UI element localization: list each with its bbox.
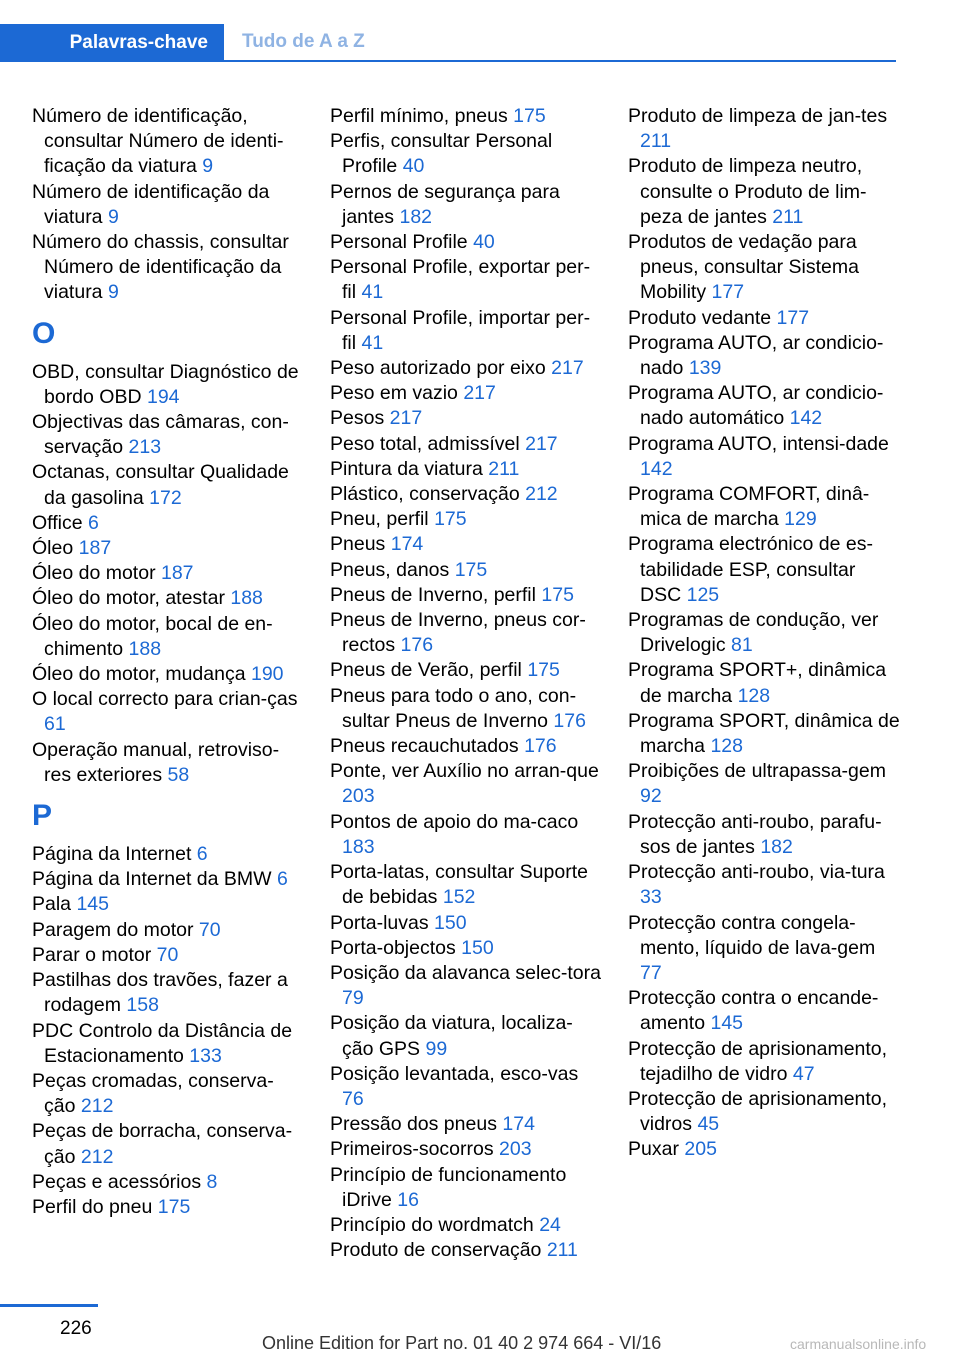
- index-entry: [32, 360, 304, 410]
- index-entry-term: Pneus: [330, 533, 386, 556]
- index-entry-term: Proibições de ultrapassa-gem: [628, 760, 886, 783]
- index-entry-page-link[interactable]: 142: [640, 457, 673, 480]
- index-entry-term: Pneus, danos: [330, 558, 450, 581]
- tab-palavras-chave-label: Palavras-chave: [69, 32, 208, 53]
- index-entry-term: Produto de conservação: [330, 1239, 542, 1262]
- index-entry: [330, 1062, 602, 1112]
- index-entry-page-link[interactable]: 24: [539, 1213, 561, 1236]
- index-entry-page-link[interactable]: 145: [76, 893, 109, 916]
- index-entry-page-link[interactable]: 9: [202, 155, 214, 178]
- index-entry-page-link[interactable]: 81: [731, 634, 753, 657]
- header-divider: [0, 60, 896, 62]
- index-entry-page-link[interactable]: 187: [78, 537, 112, 560]
- index-entry-page-link[interactable]: 217: [463, 382, 496, 405]
- index-entry-term: OBD, consultar Diagnóstico de bordo OBD: [32, 360, 299, 408]
- index-entry: [330, 180, 602, 230]
- index-entry: [32, 1195, 304, 1220]
- index-entry-page-link[interactable]: 125: [686, 583, 720, 606]
- index-entry-term: Programa AUTO, ar condicio-nado automático: [628, 382, 884, 430]
- index-entry-page-link[interactable]: 33: [640, 886, 662, 909]
- index-entry-term: Porta-latas, consultar Suporte de bebidas: [330, 861, 588, 909]
- index-entry: [330, 482, 602, 507]
- index-entry-page-link[interactable]: 175: [513, 105, 546, 127]
- index-entry: [628, 1137, 900, 1162]
- index-entry-page-link[interactable]: 211: [546, 1239, 578, 1262]
- index-entry-term: Protecção anti-roubo, via-tura: [628, 861, 885, 884]
- index-entry-page-link[interactable]: 9: [107, 281, 119, 304]
- index-entry-term: Primeiros-socorros: [330, 1138, 494, 1161]
- index-entry: [628, 154, 900, 230]
- index-entry: [330, 255, 602, 305]
- index-entry: [32, 460, 304, 510]
- index-entry-page-link[interactable]: 175: [541, 583, 574, 606]
- index-entry: [32, 1119, 304, 1169]
- index-entry-page-link[interactable]: 150: [434, 911, 467, 934]
- index-entry-term: Peso em vazio: [330, 382, 458, 405]
- index-entry: [628, 608, 900, 658]
- index-entry-term: Pastilhas dos travões, fazer a rodagem: [32, 969, 288, 1017]
- index-entry-page-link[interactable]: 211: [488, 457, 520, 480]
- index-entry-term: Posição da alavanca selec-tora: [330, 961, 601, 984]
- index-entry-term: Perfis, consultar Personal Profile: [330, 130, 553, 178]
- index-entry: [330, 356, 602, 381]
- index-entry-page-link[interactable]: 182: [760, 835, 793, 858]
- index-entry: [330, 583, 602, 608]
- tab-tudo-de-a-a-z-label: Tudo de A a Z: [242, 31, 365, 52]
- index-entry-page-link[interactable]: 175: [157, 1195, 191, 1218]
- index-entry: [330, 104, 602, 129]
- index-entry-term: Personal Profile: [330, 231, 468, 254]
- index-entry: [628, 759, 900, 809]
- index-entry-page-link[interactable]: 128: [737, 684, 771, 707]
- index-entry: [330, 457, 602, 482]
- index-entry: [32, 180, 304, 230]
- index-entry-term: Peças cromadas, conserva-ção: [32, 1069, 274, 1118]
- index-entry: [330, 759, 602, 809]
- index-entry: [32, 612, 304, 662]
- index-entry-term: Pneus de Verão, perfil: [330, 659, 522, 682]
- index-entry: [628, 1087, 900, 1137]
- index-entry-term: Óleo do motor, atestar: [32, 587, 225, 610]
- index-entry-term: Programa COMFORT, dinâ-mica de marcha: [628, 483, 870, 531]
- index-entry: [628, 230, 900, 306]
- index-entry: [32, 687, 304, 737]
- index-entry-page-link[interactable]: 129: [784, 508, 817, 531]
- index-entry-term: Perfil do pneu: [32, 1195, 153, 1218]
- page-number: 226: [60, 1318, 92, 1339]
- index-entry: [330, 406, 602, 431]
- index-entry-page-link[interactable]: 190: [250, 663, 284, 686]
- index-entry-term: Pontos de apoio do ma-caco: [330, 810, 579, 833]
- index-entry-term: Produtos de vedação para pneus, consultar Sistema Mobility: [628, 231, 859, 304]
- index-entry-page-link[interactable]: 176: [553, 709, 586, 732]
- index-entry-term: Programa AUTO, intensi-dade: [628, 432, 889, 455]
- index-entry-page-link[interactable]: 175: [454, 558, 488, 581]
- index-entry-page-link[interactable]: 76: [342, 1087, 364, 1110]
- index-entry: [628, 709, 900, 759]
- index-entry: [32, 867, 304, 892]
- index-entry: [330, 608, 602, 658]
- index-entry: [330, 432, 602, 457]
- index-entry-term: Produto de limpeza neutro, consulte o Produto de lim-peza de jantes: [628, 155, 867, 228]
- section-letter: P: [32, 799, 53, 833]
- index-entry-term: Protecção de aprisionamento, tejadilho de vidro: [628, 1037, 888, 1085]
- index-entry: [330, 961, 602, 1011]
- index-entry-term: Óleo do motor, mudança: [32, 663, 246, 686]
- index-entry-term: Peso total, admissível: [330, 432, 520, 455]
- index-entry: [32, 561, 304, 586]
- index-entry-page-link[interactable]: 41: [361, 331, 384, 354]
- index-entry-page-link[interactable]: 187: [160, 562, 194, 585]
- index-entry-term: Óleo do motor, bocal de en-chimento: [32, 612, 273, 660]
- index-entry-page-link[interactable]: 188: [128, 637, 162, 660]
- index-entry-page-link[interactable]: 211: [640, 130, 672, 153]
- index-entry-term: Operação manual, retroviso-res exteriores: [32, 738, 280, 786]
- index-entry-term: Puxar: [628, 1138, 679, 1161]
- index-entry: [32, 738, 304, 788]
- index-entry: [628, 306, 900, 331]
- index-entry: [330, 532, 602, 557]
- index-entry-page-link[interactable]: 8: [206, 1170, 218, 1193]
- index-entry-page-link[interactable]: 6: [276, 868, 288, 891]
- index-entry-page-link[interactable]: 61: [44, 713, 66, 736]
- index-entry-page-link[interactable]: 142: [789, 407, 823, 430]
- index-entry: [32, 943, 304, 968]
- index-entry-term: Porta-luvas: [330, 911, 429, 934]
- index-entry-page-link[interactable]: 79: [342, 987, 364, 1010]
- index-entry-term: Pernos de segurança para jantes: [330, 180, 560, 228]
- index-entry-term: Programas de condução, ver Drivelogic: [628, 609, 879, 657]
- index-entry: [330, 507, 602, 532]
- index-entry-term: Pneus de Inverno, perfil: [330, 583, 536, 606]
- index-entry: [330, 1238, 602, 1263]
- index-entry-term: Ponte, ver Auxílio no arran-que: [330, 760, 599, 783]
- index-entry-term: Protecção contra o encande-amento: [628, 987, 879, 1035]
- index-entry: [628, 810, 900, 860]
- index-entry-page-link[interactable]: 217: [525, 432, 558, 455]
- index-entry-page-link[interactable]: 175: [434, 508, 467, 531]
- index-entry-page-link[interactable]: 47: [792, 1062, 815, 1085]
- index-entry-page-link[interactable]: 150: [461, 936, 494, 959]
- index-column-2: [330, 104, 602, 1263]
- index-entry-page-link[interactable]: 158: [126, 994, 159, 1017]
- index-entry-term: Princípio do wordmatch: [330, 1213, 534, 1236]
- index-entry-page-link[interactable]: 177: [711, 281, 745, 304]
- index-entry-term: Posição da viatura, localiza-ção GPS: [330, 1012, 573, 1060]
- index-entry-page-link[interactable]: 177: [776, 306, 810, 329]
- index-column-1: [32, 104, 304, 1220]
- index-entry-term: Pneu, perfil: [330, 508, 429, 531]
- index-entry: [628, 381, 900, 431]
- section-letter: O: [32, 316, 56, 350]
- index-entry-page-link[interactable]: 152: [442, 886, 476, 909]
- index-entry-term: Pressão dos pneus: [330, 1113, 497, 1136]
- index-entry-term: Protecção contra congela-mento, líquido de lava-gem: [628, 911, 876, 959]
- index-entry: [330, 129, 602, 179]
- index-entry-page-link[interactable]: 182: [399, 205, 433, 228]
- index-entry: [330, 860, 602, 910]
- index-entry-term: Óleo do motor: [32, 562, 156, 585]
- index-entry: [330, 1213, 602, 1238]
- index-entry-term: Princípio de funcionamento iDrive: [330, 1163, 567, 1211]
- index-entry: [628, 331, 900, 381]
- index-entry: [628, 860, 900, 910]
- index-entry: [330, 684, 602, 734]
- index-entry: [330, 810, 602, 860]
- index-entry: [32, 104, 304, 180]
- watermark: carmanualsonline.info: [790, 1336, 927, 1352]
- index-entry-page-link[interactable]: 6: [88, 511, 99, 534]
- index-entry-term: Peças de borracha, conserva-ção: [32, 1120, 293, 1168]
- index-entry-page-link[interactable]: 172: [149, 486, 182, 509]
- index-entry: [32, 968, 304, 1018]
- index-entry: [32, 1069, 304, 1119]
- index-entry: [32, 410, 304, 460]
- index-entry-term: Plástico, conservação: [330, 483, 520, 506]
- index-entry: [330, 1011, 602, 1061]
- index-entry-term: Programa SPORT, dinâmica de marcha: [628, 709, 900, 758]
- index-entry-term: Office: [32, 511, 83, 534]
- index-entry-term: Pneus recauchutados: [330, 735, 519, 758]
- index-entry-page-link[interactable]: 213: [128, 436, 162, 459]
- index-entry-term: Pesos: [330, 407, 385, 430]
- index-entry-page-link[interactable]: 45: [697, 1113, 720, 1136]
- index-entry-page-link[interactable]: 217: [551, 357, 584, 380]
- index-entry-term: Pneus de Inverno, pneus cor-rectos: [330, 609, 586, 657]
- index-entry-page-link[interactable]: 6: [196, 843, 208, 866]
- index-entry-term: Página da Internet da BMW: [32, 868, 272, 891]
- index-entry: [32, 662, 304, 687]
- index-entry-page-link[interactable]: 212: [525, 483, 558, 506]
- index-entry: [628, 911, 900, 987]
- index-entry: [628, 432, 900, 482]
- index-entry-page-link[interactable]: 40: [473, 231, 495, 254]
- index-entry-term: Número de identificação, consultar Número de identi-ficação da viatura: [32, 105, 284, 178]
- index-entry-page-link[interactable]: 205: [684, 1138, 717, 1161]
- index-entry-term: Personal Profile, exportar per-fil: [330, 256, 591, 304]
- index-entry-page-link[interactable]: 217: [389, 407, 423, 430]
- index-entry-term: O local correcto para crian-ças: [32, 688, 298, 711]
- index-entry-term: Peças e acessórios: [32, 1170, 202, 1193]
- index-entry-page-link[interactable]: 133: [189, 1044, 222, 1067]
- index-column-3: [628, 104, 900, 1163]
- tab-tudo-de-a-a-z[interactable]: [242, 24, 365, 60]
- index-entry: [330, 658, 602, 683]
- index-entry-page-link[interactable]: 70: [156, 943, 179, 966]
- index-entry-page-link[interactable]: 9: [107, 205, 119, 228]
- index-entry-page-link[interactable]: 203: [342, 785, 375, 808]
- index-entry-term: Produto de limpeza de jan-tes: [628, 105, 888, 127]
- index-entry-page-link[interactable]: 70: [198, 918, 221, 941]
- index-entry-page-link[interactable]: 176: [524, 735, 557, 758]
- index-entry-term: Perfil mínimo, pneus: [330, 105, 508, 127]
- index-entry-page-link[interactable]: 139: [688, 357, 722, 380]
- index-entry: [32, 536, 304, 561]
- index-entry: [628, 658, 900, 708]
- index-entry-term: Paragem do motor: [32, 918, 194, 941]
- index-entry-page-link[interactable]: 212: [80, 1145, 114, 1168]
- index-entry-term: Programa SPORT+, dinâmica de marcha: [628, 659, 887, 707]
- index-entry-page-link[interactable]: 40: [402, 155, 425, 178]
- index-entry-page-link[interactable]: 176: [400, 634, 434, 657]
- index-entry-page-link[interactable]: 16: [397, 1188, 419, 1211]
- index-entry: [32, 1170, 304, 1195]
- index-entry: [628, 532, 900, 608]
- index-entry-page-link[interactable]: 175: [527, 659, 560, 682]
- index-entry-term: Programa AUTO, ar condicio-nado: [628, 331, 884, 380]
- index-entry-term: PDC Controlo da Distância de Estacionamento: [32, 1019, 293, 1067]
- index-entry-page-link[interactable]: 203: [499, 1138, 532, 1161]
- index-entry-page-link[interactable]: 77: [640, 961, 662, 984]
- index-entry: [330, 1112, 602, 1137]
- tab-palavras-chave[interactable]: [0, 24, 224, 62]
- index-entry: [330, 1137, 602, 1162]
- header: [0, 0, 896, 62]
- index-entry-term: Pala: [32, 893, 72, 916]
- index-entry-term: Peso autorizado por eixo: [330, 357, 546, 380]
- index-entry: [32, 918, 304, 943]
- index-entry: [330, 230, 602, 255]
- index-entry-term: Número do chassis, consultar Número de identificação da viatura: [32, 231, 289, 304]
- index-entry: [32, 1019, 304, 1069]
- index-entry: [628, 104, 900, 154]
- index-entry-page-link[interactable]: 174: [390, 533, 424, 556]
- index-entry-page-link[interactable]: 99: [425, 1037, 448, 1060]
- index-entry: [330, 936, 602, 961]
- index-entry-page-link[interactable]: 41: [361, 281, 384, 304]
- index-entry-term: Protecção anti-roubo, parafu-sos de jantes: [628, 810, 882, 858]
- index-entry: [330, 734, 602, 759]
- index-entry-term: Pneus para todo o ano, con-sultar Pneus de Inverno: [330, 684, 577, 732]
- index-entry-page-link[interactable]: 145: [710, 1012, 744, 1035]
- index-entry: [628, 986, 900, 1036]
- index-entry-term: Parar o motor: [32, 943, 152, 966]
- index-entry-page-link[interactable]: 211: [772, 205, 804, 228]
- index-entry: [330, 381, 602, 406]
- index-entry: [628, 482, 900, 532]
- index-entry-term: Protecção de aprisionamento, vidros: [628, 1087, 888, 1136]
- index-entry-term: Óleo: [32, 537, 74, 560]
- index-entry: [32, 892, 304, 917]
- index-entry-page-link[interactable]: 92: [640, 785, 662, 808]
- index-entry-page-link[interactable]: 128: [710, 735, 743, 758]
- index-entry-term: Número de identificação da viatura: [32, 180, 270, 228]
- footer-divider: [0, 1304, 98, 1307]
- index-entry: [330, 306, 602, 356]
- index-entry: [330, 911, 602, 936]
- index-entry-term: Porta-objectos: [330, 936, 456, 959]
- index-entry: [32, 842, 304, 867]
- index-entry-term: Objectivas das câmaras, con-servação: [32, 411, 289, 459]
- index-entry-term: Octanas, consultar Qualidade da gasolina: [32, 461, 289, 509]
- index-entry: [628, 1037, 900, 1087]
- index-entry-term: Personal Profile, importar per-fil: [330, 306, 591, 354]
- index-entry-page-link[interactable]: 183: [342, 835, 375, 858]
- index-entry-term: Produto vedante: [628, 306, 772, 329]
- index-entry: [32, 586, 304, 611]
- index-entry-term: Pintura da viatura: [330, 457, 483, 480]
- edition-note: Online Edition for Part no. 01 40 2 974 664 - VI/16: [262, 1333, 662, 1353]
- index-entry: [32, 511, 304, 536]
- index-entry-page-link[interactable]: 212: [80, 1095, 114, 1118]
- index-entry-page-link[interactable]: 174: [502, 1113, 535, 1136]
- index-entry-page-link[interactable]: 194: [146, 385, 180, 408]
- index-entry-page-link[interactable]: 58: [167, 763, 190, 786]
- index-entry: [330, 558, 602, 583]
- index-entry: [32, 230, 304, 306]
- index-entry-term: Página da Internet: [32, 843, 192, 866]
- index-entry-term: Posição levantada, esco-vas: [330, 1062, 579, 1085]
- index-entry-term: Programa electrónico de es-tabilidade ESP, consultar DSC: [628, 533, 873, 606]
- index-entry: [330, 1163, 602, 1213]
- index-entry-page-link[interactable]: 188: [230, 587, 263, 610]
